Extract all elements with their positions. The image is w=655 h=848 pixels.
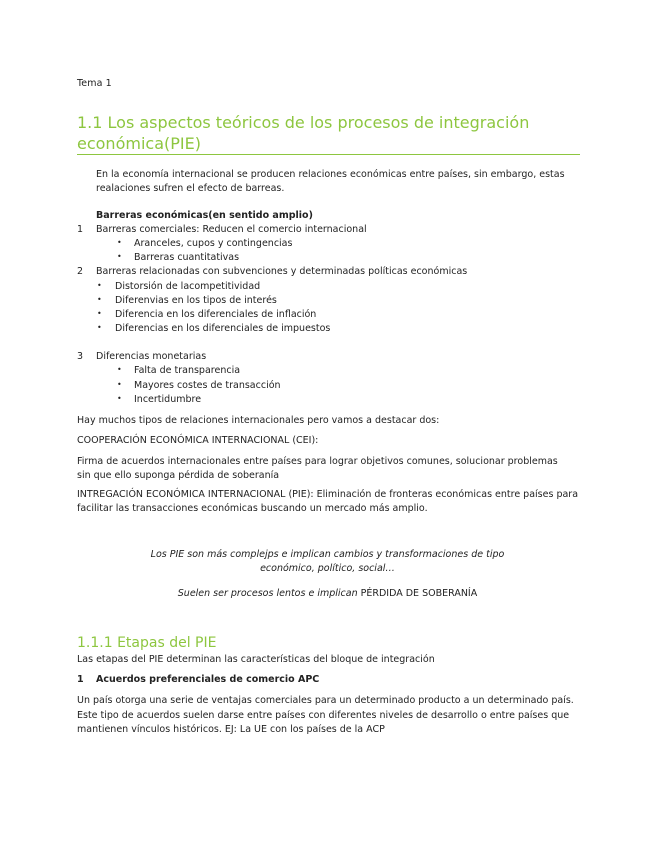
bullet-icon: • (97, 309, 102, 318)
barreras-heading: Barreras económicas(en sentido amplio) (96, 210, 313, 221)
page-title-line-2: económica(PIE) (77, 134, 201, 153)
pie-quote-soberania (100, 587, 555, 601)
sub-number: 1 (77, 674, 84, 685)
pie-paragraph (77, 488, 597, 516)
apc-line-2: Este tipo de acuerdos suelen darse entre países con diferentes niveles de desarrollo o entre países que (77, 709, 570, 721)
list-item-2-text: Barreras relacionadas con subvenciones y determinadas políticas económicas (96, 266, 468, 277)
bullet-icon: • (117, 394, 122, 403)
pie-quote (100, 548, 555, 576)
sub-heading: Acuerdos preferenciales de comercio APC (96, 674, 320, 685)
quote-line-1: Los PIE son más complejps e implican cambios y transformaciones de tipo (150, 549, 505, 560)
intro-paragraph (96, 168, 596, 196)
cei-paragraph (77, 455, 597, 483)
apc-paragraph (77, 694, 597, 738)
quote-line-2: económico, político, social… (260, 563, 395, 574)
bullet-icon: • (97, 281, 102, 290)
list-item-1-bullet-1: Aranceles, cupos y contingencias (134, 238, 293, 249)
bullet-icon: • (117, 252, 122, 261)
list-item-1-bullet-2: Barreras cuantitativas (134, 252, 240, 263)
list-item-3-bullet-1: Falta de transparencia (134, 365, 241, 376)
quote-line-3-text: Suelen ser procesos lentos e implican (177, 588, 361, 599)
apc-line-3: mantienen vínculos históricos. EJ: La UE con los países de la ACP (77, 724, 385, 735)
intro-line-2: realaciones sufren el efecto de barreas. (96, 183, 285, 194)
intro-line-1: En la economía internacional se producen relaciones económicas entre países, sin embargo, estas (96, 169, 565, 180)
page-title (77, 112, 557, 154)
bullet-icon: • (97, 295, 102, 304)
list-item-3-number: 3 (77, 351, 84, 362)
tema-label: Tema 1 (77, 78, 112, 89)
list-item-1-text: Barreras comerciales: Reducen el comercio internacional (96, 224, 367, 235)
relations-paragraph: Hay muchos tipos de relaciones internacionales pero vamos a destacar dos: (77, 415, 440, 426)
list-item-2-number: 2 (77, 266, 84, 277)
section-intro: Las etapas del PIE determinan las características del bloque de integración (77, 654, 435, 665)
page-title-line-1: 1.1 Los aspectos teóricos de los procesos de integración (77, 113, 530, 132)
list-item-2-bullet-3: Diferencia en los diferenciales de inflación (115, 309, 317, 320)
list-item-1-number: 1 (77, 224, 84, 235)
list-item-2-bullet-2: Diferenvias en los tipos de interés (115, 295, 277, 306)
cei-line-2: sin que ello suponga pérdida de soberanía (77, 470, 280, 481)
list-item-2-bullet-4: Diferencias en los diferenciales de impuestos (115, 323, 331, 334)
title-underline (77, 154, 580, 155)
cei-line-1: Firma de acuerdos internacionales entre países para lograr objetivos comunes, solucionar problemas (77, 456, 558, 467)
list-item-3-bullet-3: Incertidumbre (134, 394, 202, 405)
pie-line-2: facilitar las transacciones económicas buscando un mercado más amplio. (77, 503, 428, 514)
section-title: 1.1.1 Etapas del PIE (77, 635, 217, 651)
bullet-icon: • (117, 380, 122, 389)
apc-line-1: Un país otorga una serie de ventajas comerciales para un determinado producto a un determinado país. (77, 695, 574, 706)
quote-line-3-emphasis: PÉRDIDA DE SOBERANÍA (360, 588, 478, 599)
pie-line-1: INTREGACIÓN ECONÓMICA INTERNACIONAL (PIE): Eliminación de fronteras económicas entre países para (77, 489, 579, 500)
bullet-icon: • (117, 238, 122, 247)
cei-heading: COOPERACIÓN ECONÓMICA INTERNACIONAL (CEI): (77, 435, 319, 446)
bullet-icon: • (117, 365, 122, 374)
list-item-3-bullet-2: Mayores costes de transacción (134, 380, 281, 391)
list-item-3-text: Diferencias monetarias (96, 351, 207, 362)
bullet-icon: • (97, 323, 102, 332)
list-item-2-bullet-1: Distorsión de lacompetitividad (115, 281, 261, 292)
